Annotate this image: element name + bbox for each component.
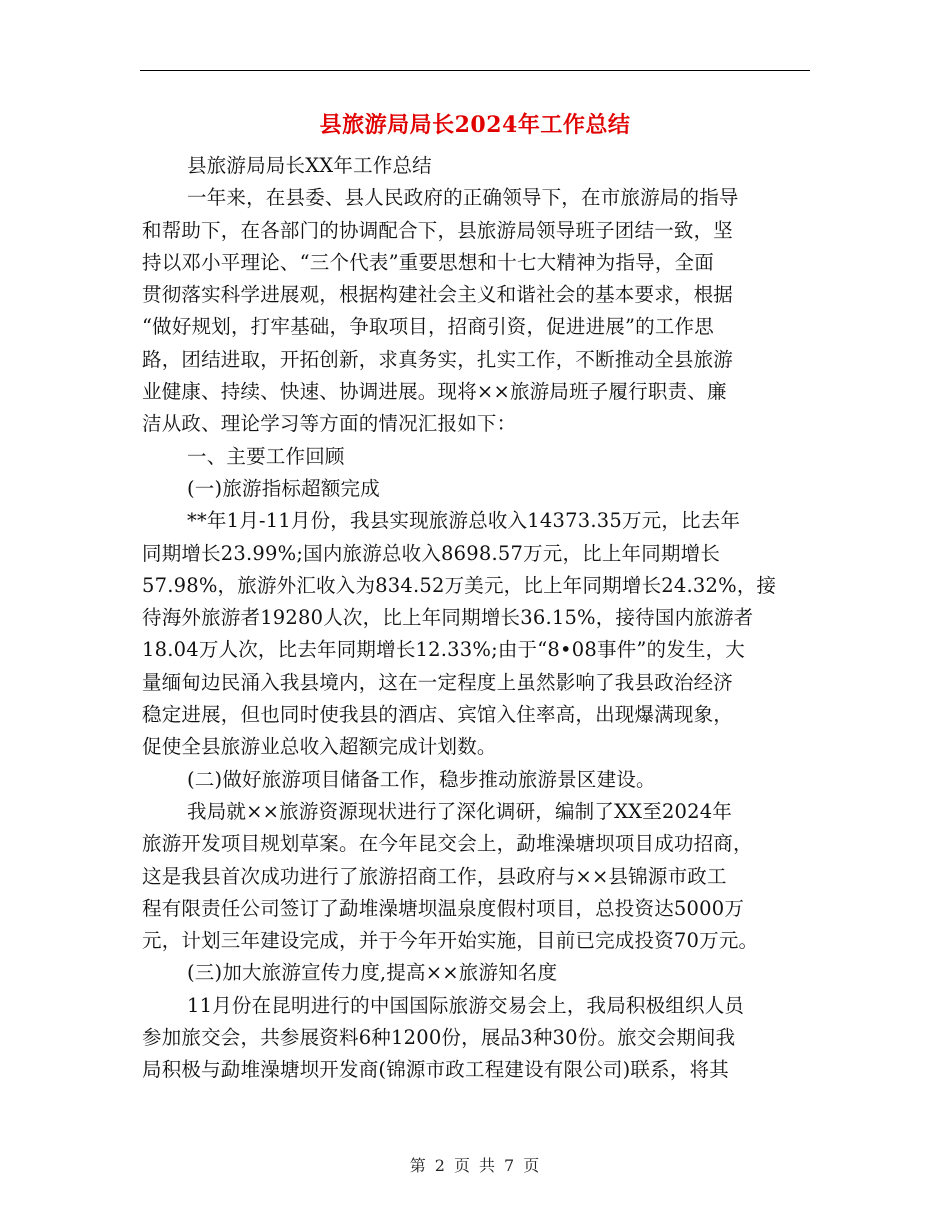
subsection-heading: (三)加大旅游宣传力度,提高××旅游知名度	[187, 961, 558, 985]
text-line: 稳定进展，但也同时使我县的酒店、宾馆入住率高，出现爆满现象，	[142, 703, 734, 727]
text-line: 业健康、持续、快速、协调进展。现将××旅游局班子履行职责、廉	[142, 380, 727, 404]
text-line: 路，团结进取，开拓创新，求真务实，扎实工作，不断推动全县旅游	[142, 347, 734, 371]
page-footer	[0, 1153, 950, 1176]
text-line: 旅游开发项目规划草案。在今年昆交会上，勐堆澡塘坝项目成功招商，	[142, 832, 753, 856]
text-line: 11月份在昆明进行的中国国际旅游交易会上，我局积极组织人员	[187, 993, 745, 1017]
section-heading: 一、主要工作回顾	[187, 444, 345, 468]
text-line: 参加旅交会，共参展资料6种1200份，展品3种30份。旅交会期间我	[142, 1026, 736, 1050]
text-line: 同期增长23.99%;国内旅游总收入8698.57万元，比上年同期增长	[142, 541, 721, 565]
text-line: 贯彻落实科学进展观，根据构建社会主义和谐社会的基本要求，根据	[142, 283, 734, 307]
total-pages: 7	[504, 1156, 516, 1175]
text-line: 待海外旅游者19280人次，比上年同期增长36.15%，接待国内旅游者	[142, 606, 754, 630]
text-line: 促使全县旅游业总收入超额完成计划数。	[142, 735, 497, 759]
subsection-heading: (一)旅游指标超额完成	[187, 476, 380, 500]
text-line: 量缅甸边民涌入我县境内，这在一定程度上虽然影响了我县政治经济	[142, 670, 734, 694]
text-line: 持以邓小平理论、“三个代表”重要思想和十七大精神为指导，全面	[142, 250, 714, 274]
text-line: 局积极与勐堆澡塘坝开发商(锦源市政工程建设有限公司)联系，将其	[142, 1058, 729, 1082]
text-line: 元，计划三年建设完成，并于今年开始实施，目前已完成投资70万元。	[142, 929, 759, 953]
text-line: 我局就××旅游资源现状进行了深化调研，编制了XX至2024年	[187, 799, 733, 823]
text-line: 洁从政、理论学习等方面的情况汇报如下：	[142, 412, 517, 436]
text-line: 一年来，在县委、县人民政府的正确领导下，在市旅游局的指导	[187, 186, 739, 210]
footer-page-word: 页	[453, 1156, 471, 1175]
text-line: 县旅游局局长XX年工作总结	[187, 154, 432, 177]
text-line: 57.98%，旅游外汇收入为834.52万美元，比上年同期增长24.32%，接	[142, 573, 777, 597]
text-line: 18.04万人次，比去年同期增长12.33%;由于“8•08事件”的发生，大	[142, 638, 746, 662]
footer-prefix: 第	[409, 1156, 427, 1175]
page-number: 2	[434, 1156, 446, 1175]
text-line: 这是我县首次成功进行了旅游招商工作，县政府与××县锦源市政工	[142, 864, 727, 888]
document-title: 县旅游局局长2024年工作总结	[319, 112, 631, 138]
text-line: **年1月-11月份，我县实现旅游总收入14373.35万元，比去年	[187, 509, 741, 533]
text-line: 程有限责任公司签订了勐堆澡塘坝温泉度假村项目，总投资达5000万	[142, 896, 745, 920]
document-body	[142, 150, 810, 1087]
text-line: “做好规划，打牢基础，争取项目，招商引资，促进进展”的工作思	[142, 315, 714, 339]
footer-suffix: 页	[523, 1156, 541, 1175]
text-line: 和帮助下，在各部门的协调配合下，县旅游局领导班子团结一致，坚	[142, 218, 734, 242]
header-rule	[140, 70, 810, 71]
footer-total-word: 共	[479, 1156, 497, 1175]
subsection-heading: (二)做好旅游项目储备工作，稳步推动旅游景区建设。	[187, 767, 656, 791]
